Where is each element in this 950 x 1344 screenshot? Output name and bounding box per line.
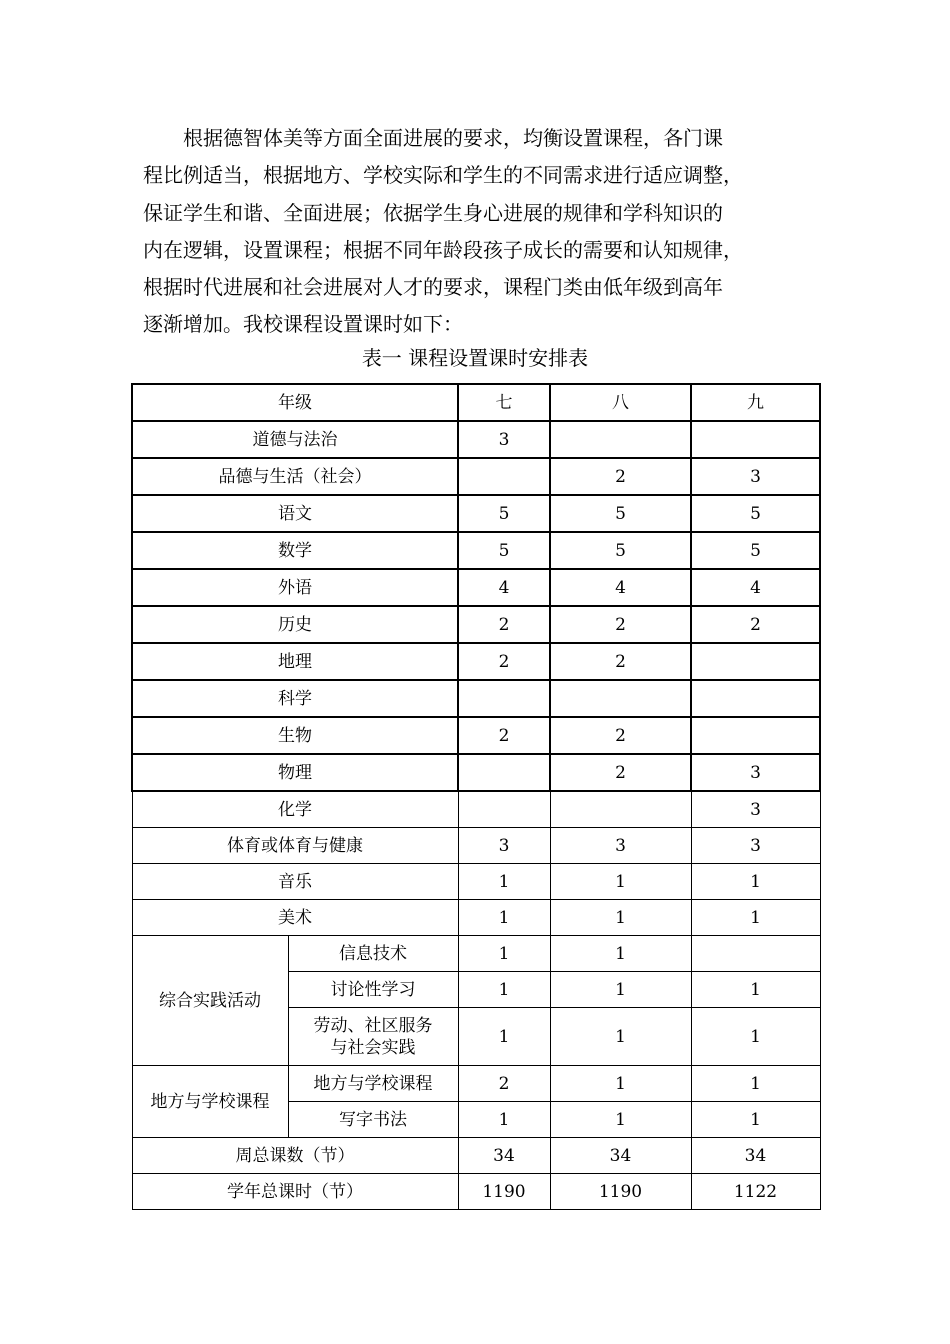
value-cell: 1 — [550, 972, 691, 1008]
value-cell: 2 — [458, 643, 550, 680]
value-cell: 4 — [550, 569, 691, 606]
value-cell: 2 — [458, 717, 550, 754]
header-cell: 年级 — [132, 384, 458, 421]
value-cell — [550, 680, 691, 717]
subject-cell: 品德与生活（社会） — [132, 458, 458, 495]
table-row — [132, 1066, 820, 1102]
value-cell — [691, 680, 820, 717]
value-cell — [550, 791, 691, 828]
value-cell: 5 — [458, 532, 550, 569]
subject-cell-line: 劳动、社区服务 — [313, 1015, 433, 1036]
paragraph-line: 根据德智体美等方面全面进展的要求，均衡设置课程，各门课 — [183, 126, 723, 150]
subject-cell: 体育或体育与健康 — [132, 828, 458, 864]
value-cell: 3 — [691, 791, 820, 828]
value-cell: 34 — [691, 1138, 820, 1174]
paragraph-line: 内在逻辑，设置课程；根据不同年龄段孩子成长的需要和认知规律， — [143, 237, 743, 262]
table-row — [132, 680, 820, 717]
table-row — [132, 495, 820, 532]
value-cell: 1 — [691, 864, 820, 900]
value-cell: 1 — [691, 1102, 820, 1138]
subject-cell: 外语 — [132, 569, 458, 606]
value-cell: 2 — [458, 606, 550, 643]
value-cell: 1 — [550, 936, 691, 972]
group-cell: 综合实践活动 — [132, 936, 288, 1066]
value-cell — [458, 754, 550, 791]
header-cell: 九 — [691, 384, 820, 421]
subject-cell: 数学 — [132, 532, 458, 569]
value-cell — [458, 791, 550, 828]
value-cell: 5 — [550, 532, 691, 569]
subject-cell: 地理 — [132, 643, 458, 680]
table-row — [132, 643, 820, 680]
subject-cell: 美术 — [132, 900, 458, 936]
subject-cell: 音乐 — [132, 864, 458, 900]
paragraph-line: 根据时代进展和社会进展对人才的要求，课程门类由低年级到高年 — [143, 275, 723, 300]
value-cell: 1 — [550, 1102, 691, 1138]
subject-cell: 科学 — [132, 680, 458, 717]
table-row — [132, 754, 820, 791]
value-cell: 5 — [691, 495, 820, 532]
table-row — [132, 717, 820, 754]
paragraph-line: 逐渐增加。我校课程设置课时如下： — [143, 312, 463, 337]
value-cell: 2 — [458, 1066, 550, 1102]
table-row — [132, 458, 820, 495]
group-cell: 地方与学校课程 — [132, 1066, 288, 1138]
subject-cell: 语文 — [132, 495, 458, 532]
table-row — [132, 791, 820, 828]
subject-cell — [288, 1008, 458, 1066]
value-cell: 5 — [458, 495, 550, 532]
subject-cell: 地方与学校课程 — [288, 1066, 458, 1102]
schedule-table — [131, 383, 821, 1210]
value-cell: 2 — [550, 458, 691, 495]
value-cell — [691, 643, 820, 680]
value-cell: 2 — [550, 606, 691, 643]
table-row — [132, 421, 820, 458]
value-cell: 1 — [691, 972, 820, 1008]
value-cell: 5 — [550, 495, 691, 532]
table-row — [132, 569, 820, 606]
table-row — [132, 532, 820, 569]
subject-cell: 历史 — [132, 606, 458, 643]
value-cell: 1 — [458, 900, 550, 936]
value-cell: 1122 — [691, 1174, 820, 1210]
header-cell: 八 — [550, 384, 691, 421]
value-cell — [691, 421, 820, 458]
value-cell: 2 — [550, 717, 691, 754]
total-label-cell: 学年总课时（节） — [132, 1174, 458, 1210]
value-cell — [458, 680, 550, 717]
value-cell: 5 — [691, 532, 820, 569]
value-cell: 34 — [458, 1138, 550, 1174]
value-cell: 1190 — [550, 1174, 691, 1210]
paragraph-line: 程比例适当，根据地方、学校实际和学生的不同需求进行适应调整， — [143, 163, 743, 188]
totals-row — [132, 1138, 820, 1174]
value-cell: 34 — [550, 1138, 691, 1174]
subject-cell: 化学 — [132, 791, 458, 828]
table-row — [132, 864, 820, 900]
total-label-cell: 周总课数（节） — [132, 1138, 458, 1174]
value-cell: 1 — [458, 864, 550, 900]
table-header-row — [132, 384, 820, 421]
value-cell: 1 — [691, 900, 820, 936]
value-cell — [691, 717, 820, 754]
subject-cell: 道德与法治 — [132, 421, 458, 458]
value-cell: 3 — [458, 828, 550, 864]
subject-cell-line: 与社会实践 — [330, 1037, 416, 1058]
table-row — [132, 900, 820, 936]
value-cell: 1190 — [458, 1174, 550, 1210]
table-caption: 表一 课程设置课时安排表 — [361, 346, 589, 370]
value-cell: 1 — [550, 864, 691, 900]
value-cell: 3 — [458, 421, 550, 458]
value-cell: 4 — [691, 569, 820, 606]
value-cell: 2 — [691, 606, 820, 643]
value-cell: 1 — [550, 1066, 691, 1102]
table-row — [132, 828, 820, 864]
paragraph-line: 保证学生和谐、全面进展；依据学生身心进展的规律和学科知识的 — [143, 200, 723, 225]
value-cell: 1 — [691, 1066, 820, 1102]
value-cell: 3 — [691, 458, 820, 495]
value-cell: 3 — [550, 828, 691, 864]
value-cell — [691, 936, 820, 972]
value-cell — [458, 458, 550, 495]
table-row — [132, 936, 820, 972]
value-cell: 3 — [691, 754, 820, 791]
value-cell: 3 — [691, 828, 820, 864]
value-cell: 1 — [458, 1102, 550, 1138]
value-cell: 2 — [550, 643, 691, 680]
intro-paragraph — [143, 120, 813, 344]
value-cell: 1 — [691, 1008, 820, 1066]
subject-cell: 讨论性学习 — [288, 972, 458, 1008]
value-cell — [550, 421, 691, 458]
table-row — [132, 606, 820, 643]
subject-cell: 物理 — [132, 754, 458, 791]
totals-row — [132, 1174, 820, 1210]
subject-cell: 生物 — [132, 717, 458, 754]
value-cell: 1 — [458, 1008, 550, 1066]
value-cell: 1 — [550, 1008, 691, 1066]
value-cell: 1 — [458, 972, 550, 1008]
value-cell: 4 — [458, 569, 550, 606]
value-cell: 1 — [458, 936, 550, 972]
subject-cell: 写字书法 — [288, 1102, 458, 1138]
value-cell: 2 — [550, 754, 691, 791]
value-cell: 1 — [550, 900, 691, 936]
subject-cell: 信息技术 — [288, 936, 458, 972]
header-cell: 七 — [458, 384, 550, 421]
